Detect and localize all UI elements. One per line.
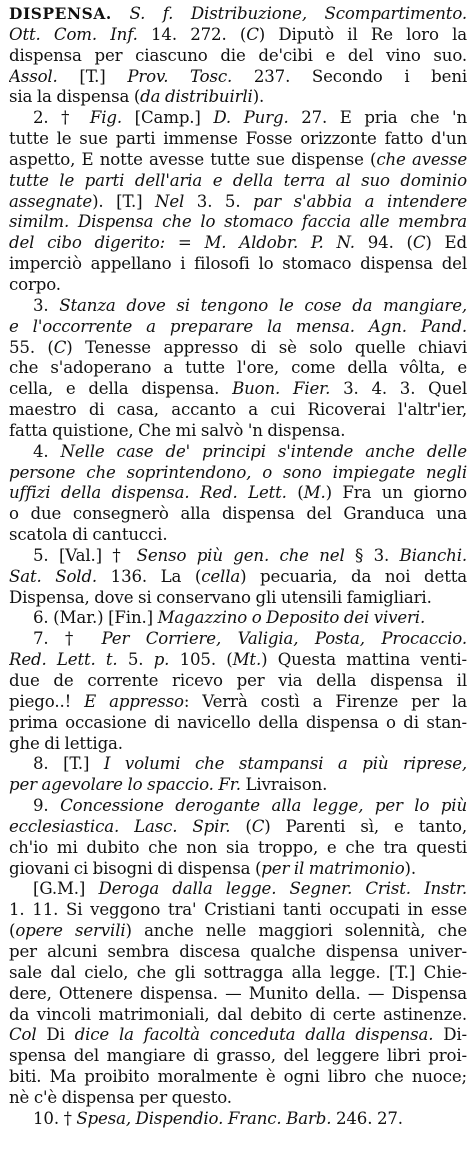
text-line	[9, 358, 467, 379]
text-run: [Camp.]	[122, 108, 214, 128]
text-line	[9, 525, 467, 546]
text-run: Prov. Tosc.	[127, 66, 233, 86]
text-run: : Verrà costì a Firenze per la	[183, 691, 467, 711]
text-run: Magazzino o Deposito dei viveri.	[157, 608, 426, 628]
text-line	[9, 921, 467, 942]
text-run: nè c'è dispensa per questo.	[9, 1087, 232, 1107]
text-line	[9, 87, 467, 108]
text-run: 136. La (	[97, 566, 202, 586]
text-line	[9, 463, 467, 484]
text-run: 246. 27.	[331, 1108, 403, 1128]
text-run: 5.	[117, 650, 154, 670]
text-run: biti. Ma proibito moralmente è ogni libro che nuoce;	[9, 1067, 467, 1087]
text-run: dere, Ottenere dispensa. — Munito della. — Dispensa	[9, 983, 467, 1003]
text-run: giovani ci bisogni di dispensa (	[9, 858, 262, 878]
text-line	[9, 150, 467, 171]
text-line	[9, 1088, 467, 1109]
text-run: ). [T.]	[92, 191, 155, 211]
text-run: del cibo digerito:	[9, 233, 166, 253]
text-run: Livraison.	[240, 775, 328, 795]
text-line	[9, 4, 467, 25]
text-run: (	[230, 816, 252, 836]
text-run: prima occasione di navicello della dispensa o di stan-	[9, 712, 467, 732]
text-line	[9, 46, 467, 67]
text-run: 4.	[33, 441, 61, 461]
text-run: 27. E pria che 'n	[288, 108, 467, 128]
text-run: da distribuirli	[140, 87, 253, 107]
text-run: Sat. Sold.	[9, 566, 98, 586]
text-run: 8. [T.]	[33, 754, 104, 774]
text-run: 10. †	[33, 1108, 77, 1128]
text-line	[9, 192, 467, 213]
text-run: ) Fra un giorno	[325, 483, 467, 503]
text-line	[9, 588, 467, 609]
text-line	[9, 317, 467, 338]
text-line	[9, 650, 467, 671]
text-line	[9, 963, 467, 984]
text-run: 14. 272. (	[137, 24, 247, 44]
text-run: M.	[303, 483, 326, 503]
text-run: 1. 11. Si veggono tra' Cristiani tanti occupati in esse	[9, 900, 467, 920]
text-line	[9, 838, 467, 859]
text-run: 7. †	[33, 629, 102, 649]
text-line	[9, 671, 467, 692]
text-run: C	[251, 816, 265, 836]
text-run: 237. Secondo i beni	[232, 66, 467, 86]
text-line	[9, 859, 467, 880]
text-run: sia la dispensa (	[9, 87, 141, 107]
text-line	[9, 817, 467, 838]
text-run: Red. Lett. t.	[9, 650, 118, 670]
text-line	[9, 296, 467, 317]
headword: DISPENSA.	[9, 5, 112, 23]
text-line	[9, 734, 467, 755]
text-run: 3. 4. 3. Quel	[330, 379, 467, 399]
text-run: ) Questa mattina venti-	[261, 650, 467, 670]
text-run: opere servili	[15, 921, 126, 941]
text-line	[9, 1067, 467, 1088]
text-run: similm. Dispensa che lo stomaco faccia alle membra	[9, 212, 467, 232]
text-run: per il matrimonio	[261, 858, 405, 878]
text-run: Mt.	[232, 650, 262, 670]
text-run: ) Diputò il Re loro la	[258, 24, 467, 44]
text-run: [T.]	[57, 66, 128, 86]
text-run: Nel	[155, 191, 185, 211]
text-line	[9, 442, 467, 463]
text-run: cella, e della dispensa.	[9, 379, 233, 399]
text-run: cella	[201, 566, 241, 586]
text-run: (	[9, 921, 16, 941]
text-run: ) Tenesse appresso di sè solo quelle chiavi	[66, 337, 467, 357]
text-run: I volumi che stampansi a più riprese,	[103, 754, 467, 774]
text-run: da vincoli matrimoniali, dal debito di certe astinenze.	[9, 1004, 467, 1024]
text-run: Col	[9, 1025, 37, 1045]
text-run: corpo.	[9, 274, 61, 294]
text-line	[9, 254, 467, 275]
text-run: piego..!	[9, 691, 85, 711]
text-run: Di	[36, 1025, 75, 1045]
text-run: [G.M.]	[33, 879, 99, 899]
text-run: C	[53, 337, 67, 357]
text-line	[9, 692, 467, 713]
text-line	[9, 879, 467, 900]
text-run: ).	[404, 858, 416, 878]
text-line	[9, 608, 467, 629]
text-run: Deroga dalla legge. Segner. Crist. Instr.	[98, 879, 467, 899]
text-run: persone che soprintendono, o sono impiegate negli	[9, 462, 467, 482]
text-run: Concessione derogante alla legge, per lo più	[60, 796, 467, 816]
text-run: p.	[153, 650, 170, 670]
text-run: per alcuni sembra discesa qualche dispensa univer-	[9, 941, 467, 961]
text-line	[9, 1005, 467, 1026]
text-run: 9.	[33, 796, 61, 816]
text-run: 3. 5.	[184, 191, 254, 211]
text-run: C	[246, 24, 259, 44]
text-line	[9, 379, 467, 400]
text-line	[9, 567, 467, 588]
text-run: S. f. Distribuzione, Scompartimento.	[111, 4, 467, 23]
text-line	[9, 629, 467, 650]
text-run: 105. (	[169, 650, 233, 670]
text-line	[9, 483, 467, 504]
text-run: C	[412, 233, 426, 253]
text-run: tutte le parti dell'aria e della terra al suo dominio	[9, 170, 467, 190]
text-run: Stanza dove si tengono le cose da mangiare,	[59, 295, 467, 315]
text-run: par s'abbia a intendere	[253, 191, 467, 211]
text-run: 55. (	[9, 337, 54, 357]
text-run: che avesse	[376, 149, 467, 169]
text-line	[9, 233, 467, 254]
text-line	[9, 754, 467, 775]
text-run: spensa del mangiare di grasso, del leggere libri proi-	[9, 1046, 467, 1066]
text-run: (	[286, 483, 304, 503]
text-run: M. Aldobr. P. N.	[204, 233, 355, 253]
text-line	[9, 108, 467, 129]
text-run: Nelle case de' principi s'intende anche delle	[60, 441, 467, 461]
text-run: Di-	[433, 1025, 467, 1045]
text-run: Dispensa, dove si conservano gli utensili famigliari.	[9, 587, 432, 607]
text-run: =	[165, 233, 205, 253]
text-line	[9, 984, 467, 1005]
text-run: imperciò appellano i filosofi lo stomaco dispensa del	[9, 254, 467, 274]
text-line	[9, 942, 467, 963]
text-run: ) pecuaria, da noi detta	[240, 566, 467, 586]
text-line	[9, 212, 467, 233]
text-line	[9, 713, 467, 734]
text-run: Fig.	[89, 108, 123, 128]
text-run: Buon. Fier.	[232, 379, 331, 399]
text-line	[9, 1109, 467, 1130]
text-run: ch'io mi dubito che non sia troppo, e che tra questi	[9, 837, 467, 857]
text-run: per agevolare lo spaccio. Fr.	[9, 775, 241, 795]
text-run: 6. (Mar.) [Fin.]	[33, 608, 158, 628]
text-run: 94. (	[354, 233, 413, 253]
text-run: e l'occorrente a preparare la mensa. Agn. Pand.	[9, 316, 467, 336]
text-line	[9, 67, 467, 88]
text-run: dispensa per ciascuno die de'cibi e del vino suo.	[9, 45, 467, 65]
text-line	[9, 400, 467, 421]
text-run: Spesa, Dispendio. Franc. Barb.	[76, 1108, 332, 1128]
text-run: aspetto, E notte avesse tutte sue dispense (	[9, 149, 377, 169]
text-line	[9, 275, 467, 296]
text-run: dice la facoltà conceduta dalla dispensa.	[74, 1025, 434, 1045]
text-line	[9, 338, 467, 359]
text-run: ) Ed	[425, 233, 467, 253]
text-run: Senso più gen. che nel	[136, 545, 345, 565]
text-run: Ott. Com. Inf.	[9, 24, 138, 44]
text-run: Bianchi.	[399, 545, 467, 565]
text-run: uffizi della dispensa. Red. Lett.	[9, 483, 287, 503]
text-line	[9, 504, 467, 525]
text-line	[9, 775, 467, 796]
text-run: che s'adoperano a tutte l'ore, come della vôlta, e	[9, 358, 467, 378]
text-run: ghe di lettiga.	[9, 733, 123, 753]
text-run: scatola di cantucci.	[9, 525, 168, 545]
text-run: § 3.	[344, 545, 400, 565]
text-run: sale dal cielo, che gli sottragga alla legge. [T.] Chie-	[9, 962, 467, 982]
text-run: ecclesiastica. Lasc. Spir.	[9, 816, 231, 836]
text-run: maestro di casa, accanto a cui Ricoverai l'altr'ier,	[9, 400, 467, 420]
text-line	[9, 1046, 467, 1067]
text-line	[9, 171, 467, 192]
text-run: D. Purg.	[213, 108, 289, 128]
text-line	[9, 796, 467, 817]
text-line	[9, 129, 467, 150]
text-run: o due consegnerò alla dispensa del Granduca una	[9, 504, 467, 524]
text-run: ).	[252, 87, 265, 107]
text-run: ) anche nelle maggiori solennità, che	[125, 921, 467, 941]
text-run: due de corrente ricevo per via della dispensa il	[9, 671, 467, 690]
text-run: 5. [Val.] †	[33, 545, 137, 565]
text-run: 3.	[33, 295, 60, 315]
text-run: assegnate	[9, 191, 93, 211]
text-run: tutte le sue parti immense Fosse orizzonte fatto d'un	[9, 129, 467, 149]
text-run: 2. †	[33, 108, 90, 128]
text-line	[9, 1025, 467, 1046]
text-line	[9, 25, 467, 46]
text-run: Assol.	[9, 66, 58, 86]
text-line	[9, 421, 467, 442]
text-line	[9, 546, 467, 567]
text-run: fatta quistione, Che mi salvò 'n dispensa.	[9, 420, 346, 440]
text-run: E appresso	[84, 691, 184, 711]
text-run: Per Corriere, Valigia, Posta, Procaccio.	[101, 629, 467, 649]
text-run: ) Parenti sì, e tanto,	[264, 816, 467, 836]
text-line	[9, 900, 467, 921]
